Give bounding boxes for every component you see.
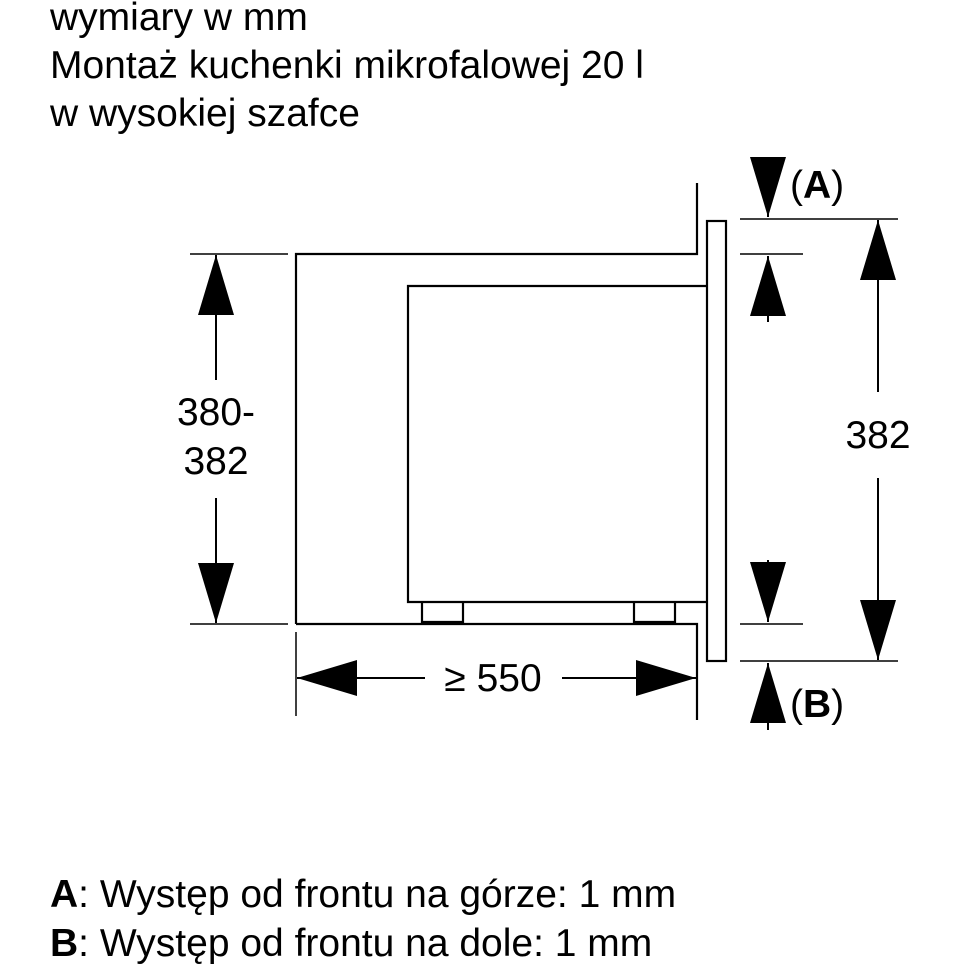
legend <box>50 870 676 968</box>
marker-b-letter: B <box>803 683 832 726</box>
marker-b-open: ( <box>790 683 803 726</box>
left-dim-label-line2: 382 <box>183 440 249 483</box>
marker-b-close: ) <box>831 683 845 726</box>
legend-a <box>50 870 676 919</box>
microwave-body <box>408 286 707 602</box>
title-line-2: w wysokiej szafce <box>50 92 360 135</box>
marker-a <box>790 164 844 207</box>
depth-dim-label: ≥ 550 <box>444 657 542 700</box>
microwave-foot-right <box>634 602 675 622</box>
marker-a-open: ( <box>790 164 803 207</box>
legend-b-letter: B <box>50 922 79 965</box>
right-dim-label: 382 <box>845 414 911 457</box>
left-dim-label-line1: 380- <box>176 391 256 434</box>
units-note: wymiary w mm <box>50 0 308 39</box>
legend-b <box>50 919 676 968</box>
legend-b-text: : Występ od frontu na dole: 1 mm <box>78 922 653 965</box>
marker-a-letter: A <box>803 164 832 207</box>
marker-a-close: ) <box>831 164 845 207</box>
legend-a-letter: A <box>50 873 79 916</box>
cabinet-niche <box>296 183 697 624</box>
title-line-1: Montaż kuchenki mikrofalowej 20 l <box>50 44 644 87</box>
microwave-foot-left <box>422 602 463 622</box>
legend-a-text: : Występ od frontu na górze: 1 mm <box>78 873 677 916</box>
microwave-front-frame <box>707 221 726 661</box>
marker-b <box>790 683 844 726</box>
